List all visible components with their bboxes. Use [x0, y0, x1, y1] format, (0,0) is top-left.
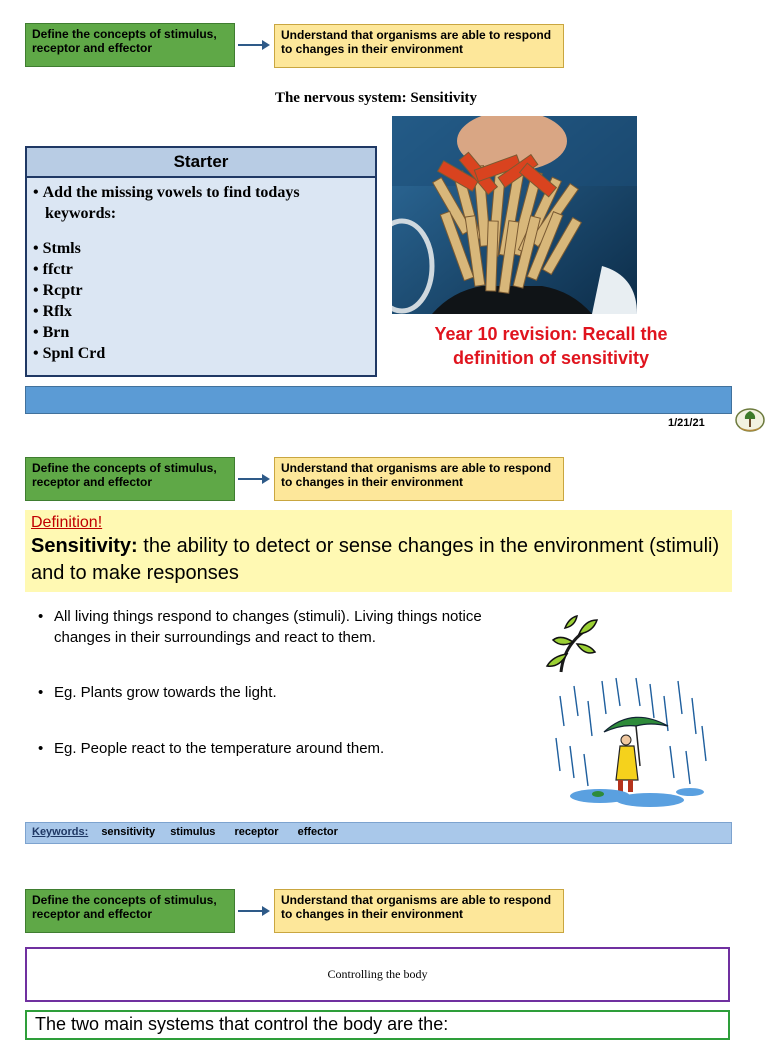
objective-left-text: Define the concepts of stimulus, receptor and effector	[32, 27, 217, 55]
starter-list	[27, 178, 375, 364]
objective-right-text: Understand that organisms are able to respond to changes in their environment	[281, 461, 552, 489]
keywords-bar	[25, 822, 732, 844]
objective-respond-box	[274, 889, 564, 933]
rain-clipart	[550, 676, 712, 811]
arrow-icon	[238, 910, 268, 912]
slide-title: The nervous system: Sensitivity	[274, 90, 478, 106]
keyword: stimulus	[170, 826, 216, 838]
objective-right-text: Understand that organisms are able to respond to changes in their environment	[281, 28, 552, 56]
definition-box	[25, 510, 732, 592]
starter-item: • Spnl Crd	[33, 345, 106, 362]
keyword: receptor	[234, 826, 279, 838]
revision-line-2: definition of sensitivity	[452, 348, 649, 368]
bullet-list	[38, 606, 513, 759]
starter-item: • Rflx	[33, 303, 72, 320]
starter-item-text: Rcptr	[42, 282, 83, 299]
objective-stimulus-box	[25, 457, 235, 501]
keywords-label: Keywords:	[32, 826, 89, 838]
footer-bar	[25, 386, 732, 414]
objective-respond-box	[274, 457, 564, 501]
objective-left-text: Define the concepts of stimulus, receptor and effector	[32, 893, 217, 921]
starter-intro-text: Add the missing vowels to find todays keywords:	[42, 184, 300, 222]
starter-item-text: Brn	[42, 324, 70, 341]
objective-stimulus-box	[25, 889, 235, 933]
revision-line-1: Year 10 revision: Recall the	[434, 324, 668, 344]
bullet-text: Eg. People react to the temperature around them.	[54, 740, 385, 757]
bullet-text: All living things respond to changes (stimuli). Living things notice changes in their surroundings and react to them.	[54, 608, 482, 646]
controlling-body-title: Controlling the body	[327, 967, 428, 981]
plant-clipart	[543, 614, 601, 674]
objective-right-text: Understand that organisms are able to respond to changes in their environment	[281, 893, 552, 921]
starter-box	[25, 146, 377, 377]
definition-label: Definition!	[31, 514, 103, 531]
slide-date: 1/21/21	[668, 417, 705, 429]
definition-body: the ability to detect or sense changes in the environment (stimuli) and to make responses	[31, 535, 720, 584]
definition-term: Sensitivity:	[31, 535, 138, 557]
control-systems-box	[25, 1010, 730, 1040]
pegs-face-illustration	[392, 116, 637, 314]
arrow-icon	[238, 44, 268, 46]
starter-item: • Stmls	[33, 240, 81, 257]
control-systems-text: The two main systems that control the body are the:	[35, 1014, 449, 1034]
keyword: effector	[297, 826, 338, 838]
objective-respond-box	[274, 24, 564, 68]
starter-item-text: Stmls	[42, 240, 81, 257]
starter-intro: • Add the missing vowels to find todays keywords:	[33, 184, 300, 222]
starter-item-text: Rflx	[42, 303, 72, 320]
starter-item: • ffctr	[33, 261, 73, 278]
list-item: • Eg. Plants grow towards the light.	[38, 684, 277, 701]
crest-icon	[734, 406, 766, 434]
starter-item-text: Spnl Crd	[42, 345, 106, 362]
objective-stimulus-box	[25, 23, 235, 67]
keyword: sensitivity	[101, 826, 156, 838]
list-item: • Eg. People react to the temperature around them.	[38, 740, 385, 757]
starter-item: • Brn	[33, 324, 70, 341]
starter-item-text: ffctr	[42, 261, 73, 278]
arrow-icon	[238, 478, 268, 480]
controlling-body-box	[25, 947, 730, 1002]
umbrella-rain-icon	[550, 676, 712, 811]
objective-left-text: Define the concepts of stimulus, receptor and effector	[32, 461, 217, 489]
bullet-text: Eg. Plants grow towards the light.	[54, 684, 277, 701]
definition-text	[25, 532, 732, 587]
starter-heading: Starter	[27, 148, 375, 178]
pegs-face-photo	[392, 116, 637, 314]
list-item: • All living things respond to changes (stimuli). Living things notice changes in their surroundings and react to them.	[38, 606, 513, 648]
starter-item: • Rcptr	[33, 282, 83, 299]
revision-note	[392, 322, 710, 370]
school-logo	[734, 406, 766, 434]
plant-icon	[543, 614, 601, 674]
